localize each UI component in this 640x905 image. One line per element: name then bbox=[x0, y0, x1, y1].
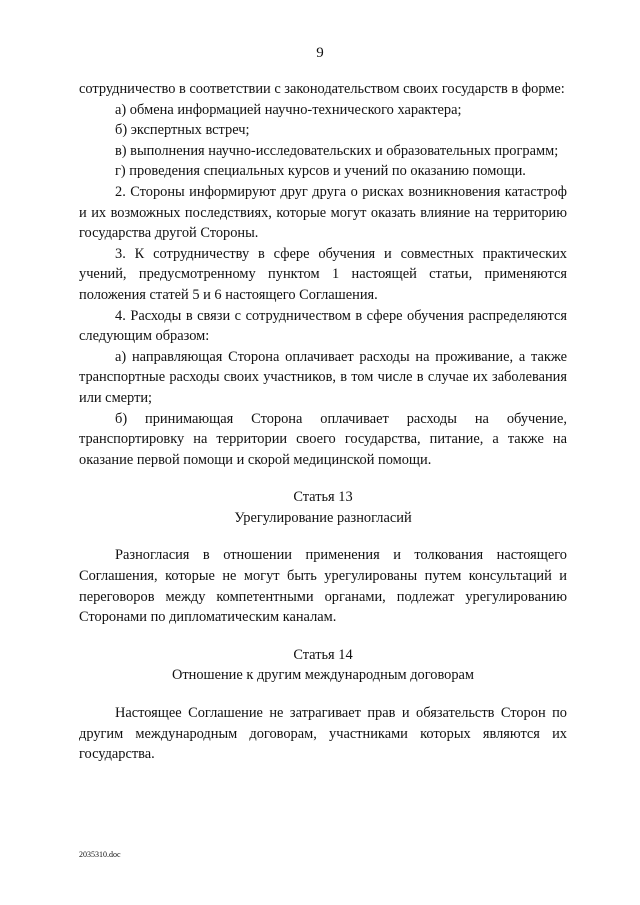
article-14-title: Отношение к другим международным договорам bbox=[171, 667, 475, 684]
page-number: 9 bbox=[316, 45, 324, 61]
article-13-title: Урегулирование разногласий bbox=[234, 509, 412, 526]
list-item-v: в) выполнения научно-исследовательских и образовательных программ; bbox=[115, 142, 559, 159]
document-body bbox=[79, 79, 567, 765]
article-13-text: Разногласия в отношении применения и толкования настоящего Соглашения, которые не могут быть урегулированы путем консультаций и переговоров между компетентными органами, подлежат урегулированию Сторонами по дипломатическим каналам. bbox=[79, 547, 567, 626]
paragraph-intro: сотрудничество в соответствии с законодательством своих государств в форме: bbox=[79, 81, 565, 97]
article-14-text: Настоящее Соглашение не затрагивает прав и обязательств Сторон по другим международным договорам, участниками которых являются их государства. bbox=[79, 705, 567, 763]
list-item-g: г) проведения специальных курсов и учений по оказанию помощи. bbox=[115, 163, 526, 180]
list-item-b: б) экспертных встреч; bbox=[115, 122, 250, 139]
list-item-a: а) обмена информацией научно-технического характера; bbox=[115, 101, 462, 118]
file-name-footer: 2035310.doc bbox=[79, 850, 121, 859]
paragraph-4: 4. Расходы в связи с сотрудничеством в сфере обучения распределяются следующим образом: bbox=[79, 307, 567, 345]
article-13-heading: Статья 13 bbox=[293, 489, 353, 506]
paragraph-2: 2. Стороны информируют друг друга о рисках возникновения катастроф и их возможных последствиях, которые могут оказать влияние на территорию государства другой Стороны. bbox=[79, 183, 567, 242]
article-14-heading: Статья 14 bbox=[293, 646, 353, 663]
paragraph-3: 3. К сотрудничеству в сфере обучения и совместных практических учений, предусмотренному пунктом 1 настоящей статьи, применяются положения статей 5 и 6 настоящего Соглашения. bbox=[79, 245, 567, 303]
paragraph-4-b: б) принимающая Сторона оплачивает расходы на обучение, транспортировку на территории своего государства, питание, а также на оказание первой помощи и скорой медицинской помощи. bbox=[79, 410, 567, 468]
paragraph-4-a: а) направляющая Сторона оплачивает расходы на проживание, а также транспортные расходы своих участников, в том числе в случае их заболевания или смерти; bbox=[79, 348, 567, 406]
